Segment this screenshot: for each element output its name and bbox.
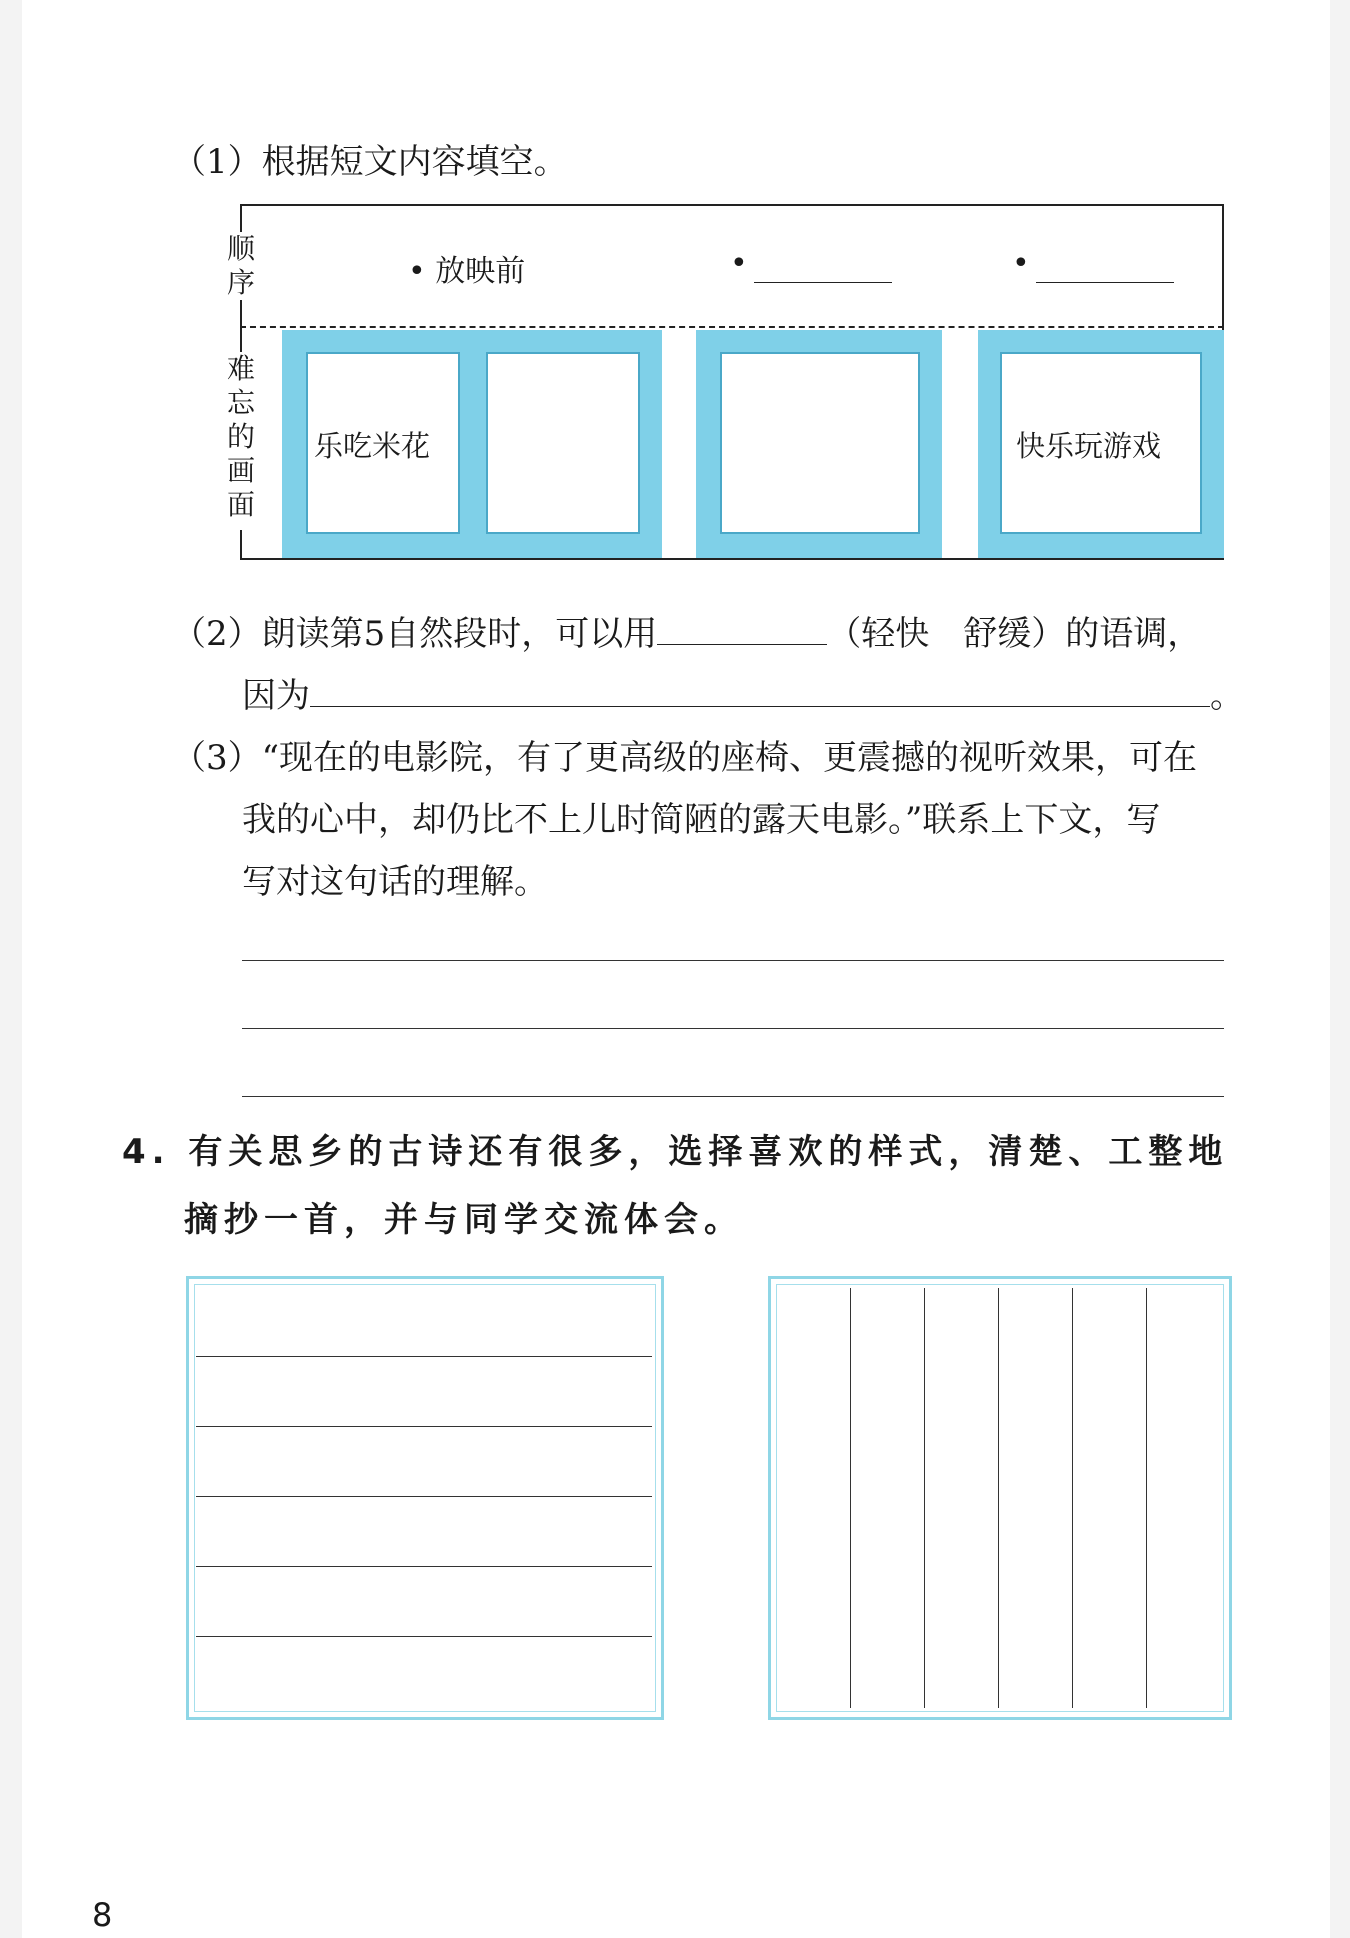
side-char: 序 (226, 266, 255, 299)
scan-gutter-left (0, 0, 22, 1938)
scene-box-3[interactable] (720, 352, 920, 534)
order-item-3-blank[interactable] (1036, 252, 1174, 283)
column-line (1072, 1288, 1073, 1708)
scan-gutter-right (1330, 0, 1350, 1938)
side-char: 顺 (226, 232, 255, 265)
scene-box-2[interactable] (486, 352, 640, 534)
scene-label-games: 快乐玩游戏 (1016, 429, 1162, 463)
column-line (998, 1288, 999, 1708)
side-char: 难 (226, 352, 255, 385)
side-char: 忘 (226, 386, 255, 419)
part2-reason-blank[interactable] (310, 676, 1210, 707)
part2-line1 (172, 612, 1201, 656)
part2-line2 (242, 674, 1244, 718)
answer-line-2[interactable] (242, 1028, 1224, 1029)
ruled-line (196, 1496, 652, 1497)
part1-prompt: （1）根据短文内容填空。 (172, 142, 568, 182)
side-label-order (224, 232, 258, 300)
answer-line-1[interactable] (242, 960, 1224, 961)
ruled-line (196, 1426, 652, 1427)
column-line (924, 1288, 925, 1708)
section-divider (240, 326, 1224, 328)
scene-label-popcorn: 乐吃米花 (314, 429, 431, 463)
part2-period: 。 (1210, 676, 1244, 716)
frame-tick-top (240, 204, 242, 232)
order-item-3-bullet: • (1012, 246, 1030, 281)
horizontal-paper-inner (194, 1284, 656, 1712)
ruled-line (196, 1636, 652, 1637)
side-char: 画 (226, 454, 255, 487)
q4-line1: 4. 有关思乡的古诗还有很多，选择喜欢的样式，清楚、工整地 (122, 1132, 1229, 1172)
column-line (1146, 1288, 1147, 1708)
order-item-2-blank[interactable] (754, 252, 892, 283)
answer-line-3[interactable] (242, 1096, 1224, 1097)
page-number: 8 (92, 1896, 113, 1934)
order-item-before: • 放映前 (408, 254, 526, 289)
vertical-paper-inner (776, 1284, 1224, 1712)
part2-options: （轻快 舒缓）的语调， (827, 614, 1202, 654)
side-char: 的 (226, 420, 255, 453)
part3-line3: 写对这句话的理解。 (242, 862, 548, 902)
part2-prefix: （2）朗读第5自然段时，可以用 (172, 614, 658, 654)
side-label-scenes (224, 352, 258, 522)
part3-line2: 我的心中，却仍比不上儿时简陋的露天电影。”联系上下文，写 (242, 800, 1161, 840)
part2-because: 因为 (242, 676, 310, 716)
order-item-2-bullet: • (730, 246, 748, 281)
q4-line2: 摘抄一首，并与同学交流体会。 (184, 1200, 744, 1240)
frame-tick-bottom (240, 530, 242, 560)
ruled-line (196, 1356, 652, 1357)
column-line (850, 1288, 851, 1708)
part3-line1: （3）“现在的电影院，有了更高级的座椅、更震撼的视听效果，可在 (172, 738, 1198, 778)
ruled-line (196, 1566, 652, 1567)
part2-tone-blank[interactable] (657, 614, 827, 645)
side-char: 面 (226, 488, 255, 521)
